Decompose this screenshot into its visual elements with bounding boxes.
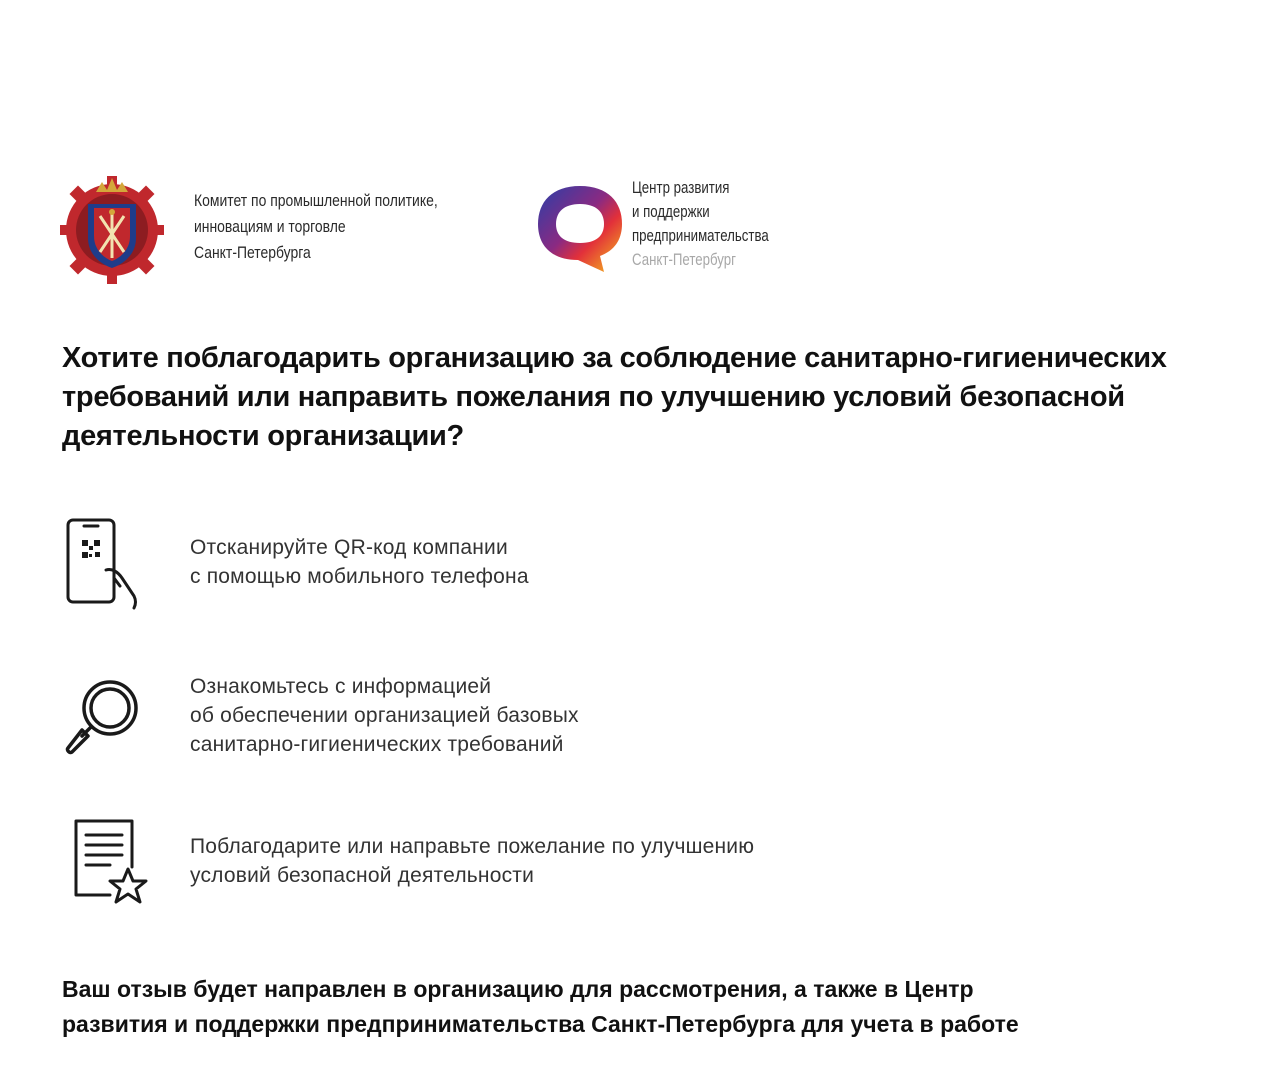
magnifier-icon [60, 672, 146, 758]
phone-qr-icon [60, 516, 146, 612]
footer-note: Ваш отзыв будет направлен в организацию для рассмотрения, а также в Центр развития и поддержки предпринимательства Санкт-Петербурга для учета в работе [62, 976, 1019, 1037]
step-text: Ознакомьтесь с информацией об обеспечении организацией базовых санитарно-гигиенических требований [190, 675, 579, 756]
committee-logo [58, 168, 478, 293]
business-center-logo [534, 174, 854, 284]
step-read-info [60, 672, 960, 772]
document-star-icon [60, 815, 156, 911]
committee-name: Комитет по промышленной политике, инновациям и торговле Санкт-Петербурга [194, 191, 438, 262]
speech-bubble-logo-icon [534, 180, 626, 274]
header-logos [58, 168, 858, 298]
step-text: Отсканируйте QR-код компании с помощью мобильного телефона [190, 536, 529, 588]
business-center-name: Центр развития и поддержки предпринимательства Санкт-Петербург [632, 178, 769, 269]
step-leave-feedback [60, 815, 960, 915]
page-headline: Хотите поблагодарить организацию за соблюдение санитарно-гигиенических требований или направить пожелания по улучшению условий безопасной деятельности организации? [62, 342, 1167, 452]
step-scan-qr [60, 516, 960, 616]
step-text: Поблагодарите или направьте пожелание по улучшению условий безопасной деятельности [190, 835, 755, 887]
spb-emblem-icon [58, 168, 166, 288]
